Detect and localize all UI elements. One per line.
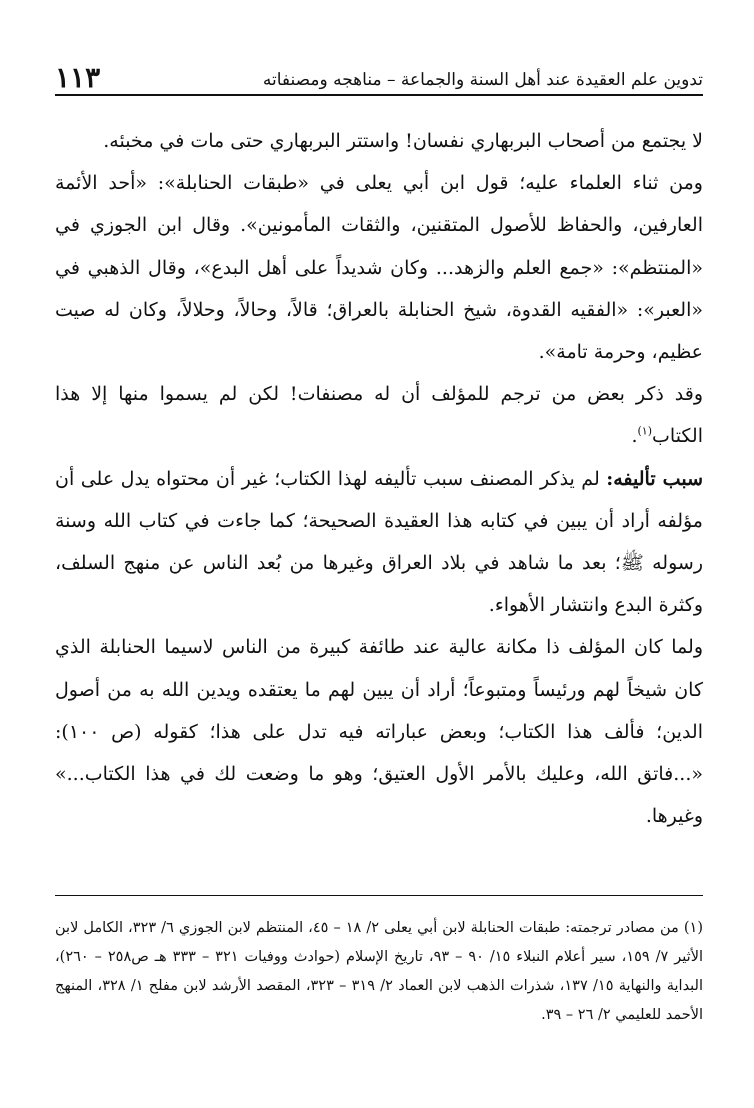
footnote-ref-1[interactable]: (١) [637,425,653,439]
paragraph-4 [55,458,703,627]
paragraph-1: لا يجتمع من أصحاب البربهاري نفسان! واستتر البربهاري حتى مات في مخبئه. [103,130,703,152]
footnote-1: (١) من مصادر ترجمته: طبقات الحنابلة لابن أبي يعلى ٢/ ١٨ – ٤٥، المنتظم لابن الجوزي ٦/ ٣٢٣، الكامل لابن الأثير ٧/ ١٥٩، سير أعلام النبلاء ١٥/ ٩٠ – ٩٣، تاريخ الإسلام (حوادث ووفيات ٣٢١ – ٣٣٣ هـ ص٢٥٨ – ٢٦٠)، البداية والنهاية ١٥/ ١٣٧، شذرات الذهب لابن العماد ٢/ ٣١٩ – ٣٢٣، المقصد الأرشد لابن مفلح ١/ ٣٢٨، المنهج الأحمد للعليمي ٢/ ٢٦ – ٣٩. [55,920,704,1023]
page-header [55,60,703,96]
section-lead: سبب تأليفه: [606,467,703,490]
paragraph-3-end: . [631,425,638,448]
paragraph-4-text: لم يذكر المصنف سبب تأليفه لهذا الكتاب؛ غير أن محتواه يدل على أن مؤلفه أراد أن يبين في كتابه هذا العقيدة الصحيحة؛ كما جاءت في كتاب الله وسنة رسوله ﷺ؛ بعد ما شاهد في بلاد العراق وغيرها من بُعد الناس عن منهج السلف، وكثرة البدع وانتشار الأهواء. [55,467,703,617]
page-number: ١١٣ [55,61,101,94]
paragraph-3-text: وقد ذكر بعض من ترجم للمؤلف أن له مصنفات! لكن لم يسموا منها إلا هذا الكتاب [55,383,703,448]
paragraph-5: ولما كان المؤلف ذا مكانة عالية عند طائفة كبيرة من الناس لاسيما الحنابلة الذي كان شيخاً لهم ورئيساً ومتبوعاً؛ أراد أن يبين لهم ما يعتقده ويدين الله به من أصول الدين؛ فألف هذا الكتاب؛ وبعض عباراته فيه تدل على هذا؛ كقوله (ص ١٠٠): «...فاتق الله، وعليك بالأمر الأول العتيق؛ وهو ما وضعت لك في هذا الكتاب...» وغيرها. [55,636,703,828]
paragraph-2: ومن ثناء العلماء عليه؛ قول ابن أبي يعلى في «طبقات الحنابلة»: «أحد الأئمة العارفين، والحفاظ للأصول المتقنين، والثقات المأمونين». وقال ابن الجوزي في «المنتظم»: «جمع العلم والزهد... وكان شديداً على أهل البدع»، وقال الذهبي في «العبر»: «الفقيه القدوة، شيخ الحنابلة بالعراق؛ قالاً، وحالاً، وحلالاً، وكان له صيت عظيم، وحرمة تامة». [55,172,703,364]
paragraph-3 [55,373,703,457]
running-title: تدوين علم العقيدة عند أهل السنة والجماعة – مناهجه ومصنفاته [262,70,703,90]
main-text [55,120,703,837]
footnotes [55,895,703,1030]
